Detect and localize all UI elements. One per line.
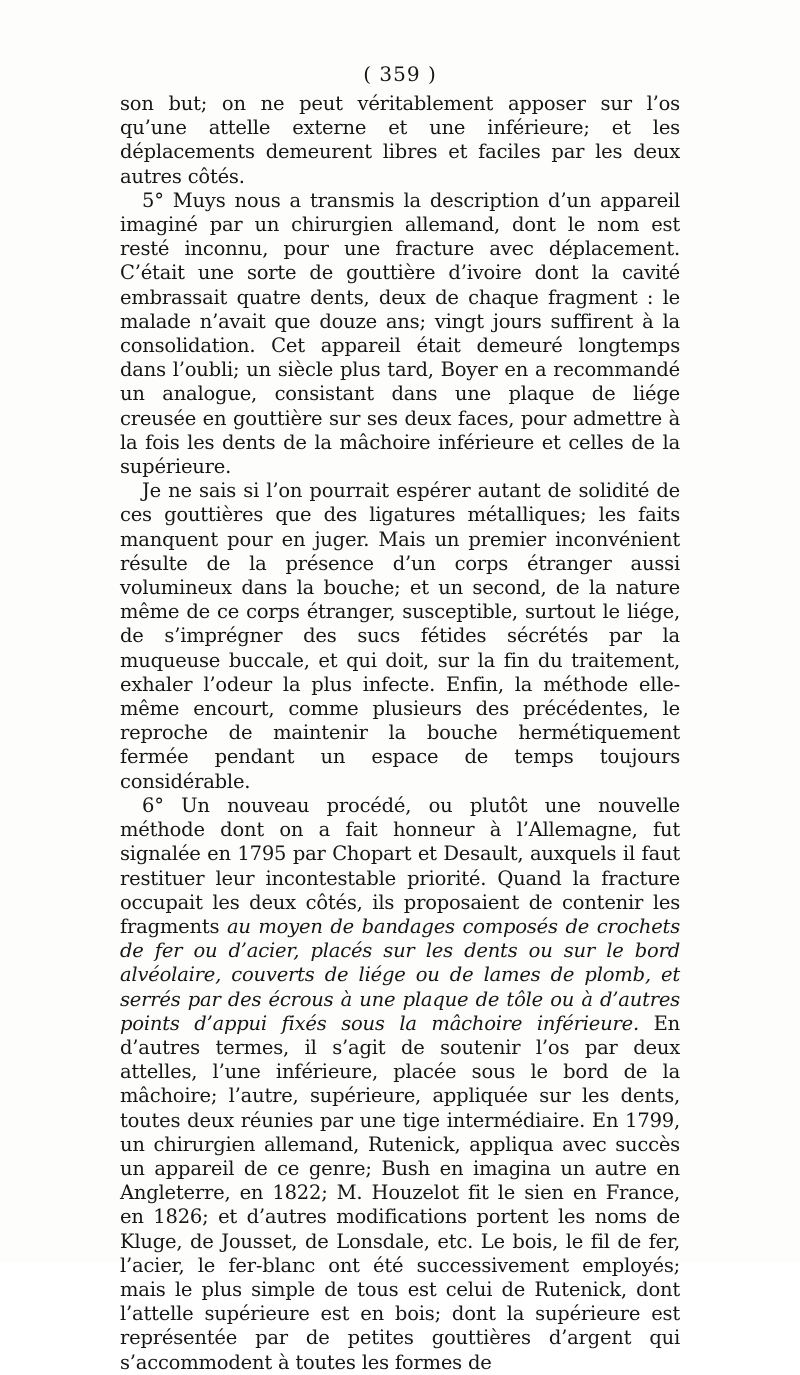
paragraph-continuation: son but; on ne peut véritablement apposer sur l’os qu’une attelle externe et une inférieure; et les déplacements demeurent libres et faciles par les deux autres côtés. [120,92,680,188]
paragraph-nouveau-procede [120,794,680,1375]
paragraph-muys: 5° Muys nous a transmis la description d’un appareil imaginé par un chirurgien allemand, dont le nom est resté inconnu, pour une fracture avec déplacement. C’était une sorte de gouttière d’ivoire dont la cavité embrassait quatre dents, deux de chaque fragment : le malade n’avait que douze ans; vingt jours suffirent à la consolidation. Cet appareil était demeuré longtemps dans l’oubli; un siècle plus tard, Boyer en a recommandé un analogue, consistant dans une plaque de liége creusée en gouttière sur ses deux faces, pour admettre à la fois les dents de la mâchoire inférieure et celles de la supérieure. [120,188,680,479]
body-text [120,92,680,1375]
paragraph-gouttieres: Je ne sais si l’on pourrait espérer autant de solidité de ces gouttières que des ligatures métalliques; les faits manquent pour en juger. Mais un premier inconvénient résulte de la présence d’un corps étranger aussi volumineux dans la bouche; et un second, de la nature même de ce corps étranger, susceptible, surtout le liége, de s’imprégner des sucs fétides sécrétés par la muqueuse buccale, et qui doit, sur la fin du traitement, exhaler l’odeur la plus infecte. Enfin, la méthode elle-même encourt, comme plusieurs des précédentes, le reproche de maintenir la bouche hermétiquement fermée pendant un espace de temps toujours considérable. [120,479,680,793]
paragraph-text-before-italic: 6° Un nouveau procédé, ou plutôt une nouvelle méthode dont on a fait honneur à l’Allemagne, fut signalée en 1795 par Chopart et Desault, auxquels il faut restituer leur incontestable priorité. Quand la fracture occupait les deux côtés, ils proposaient de contenir les fragments [120,793,680,938]
italic-quotation: au moyen de bandages composés de crochets de fer ou d’acier, placés sur les dents ou sur le bord alvéolaire, couverts de liége ou de lames de plomb, et serrés par des écrous à une plaque de tôle ou à d’autres points d’appui fixés sous la mâchoire inférieure. [120,914,680,1035]
paragraph-text-after-italic: En d’autres termes, il s’agit de soutenir l’os par deux attelles, l’une inférieure, placée sous le bord de la mâchoire; l’autre, supérieure, appliquée sur les dents, toutes deux réunies par une tige intermédiaire. En 1799, un chirurgien allemand, Rutenick, appliqua avec succès un appareil de ce genre; Bush en imagina un autre en Angleterre, en 1822; M. Houzelot fit le sien en France, en 1826; et d’autres modifications portent les noms de Kluge, de Jousset, de Lonsdale, etc. Le bois, le fil de fer, l’acier, le fer-blanc ont été successivement employés; mais le plus simple de tous est celui de Rutenick, dont l’attelle supérieure est en bois; dont la supérieure est représentée par de petites gouttières d’argent qui s’accommodent à toutes les formes de [120,1011,680,1374]
page-number: ( 359 ) [363,62,437,86]
